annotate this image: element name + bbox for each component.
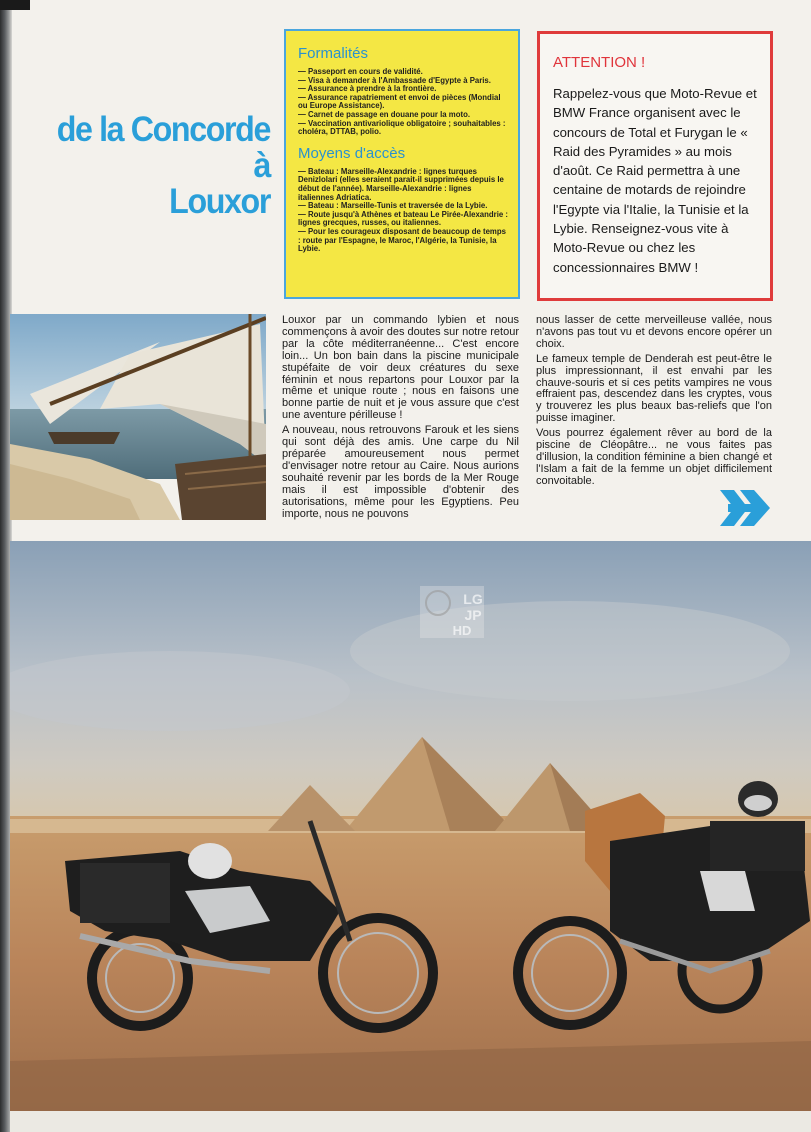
watermark-text: LG [463,591,483,607]
watermark-text: JP [464,607,482,623]
pyramids-motorcycles-photo [10,541,811,1111]
attention-heading: ATTENTION ! [553,54,646,71]
article-paragraph: nous lasser de cette merveilleuse vallée, nous n'avons pas tout vu et devons encore opérer un choix. [536,314,772,350]
formalites-heading: Formalités [298,45,369,62]
moyens-item: — Bateau : Marseille-Tunis et traversée de la Lybie. [298,201,488,211]
pyramids-illustration [10,541,811,1111]
title-line-2: à [253,146,270,185]
formalites-item: — Vaccination antivariolique obligatoire ; souhaitables : choléra, DTTAB, polio. [298,118,506,137]
article-paragraph: A nouveau, nous retrouvons Farouk et les siens qui sont déjà des amis. Une carpe du Nil préparée amoureusement nous permet d'envisager notre retour au Caire. Nous aurions souhaité revenir par les bords de la Mer Rouge mais il est impossible d'obtenir des autorisations, même pour les Egyptiens. Peu importe, nous ne pouvons [282,424,519,520]
formalites-item: — Assurance rapatriement et envoi de pièces (Mondial ou Europe Assistance). [298,92,501,111]
moyens-item: — Pour les courageux disposant de beaucoup de temps : route par l'Espagne, le Maroc, l'Algérie, la Tunisie, la Lybie. [298,226,506,254]
formalites-item: — Carnet de passage en douane pour la moto. [298,109,470,119]
attention-box [537,31,773,301]
watermark-text: HD [452,623,472,638]
title-line-3: Louxor [169,182,270,221]
page-corner [0,0,30,10]
felucca-photo [10,314,266,520]
moyens-item: — Route jusqu'à Athènes et bateau Le Pirée-Alexandrie : lignes grecques, russes, ou italiennes. [298,209,508,228]
title-line-1: de la Concorde [56,110,271,149]
article-column-1 [282,315,519,523]
article-column-2 [536,315,772,491]
moyens-item: — Bateau : Marseille-Alexandrie : lignes turques Denizlolari (elles seraient parait-il supprimées depuis le début de l'année). Marseille-Alexandrie : lignes italiennes Adriatica. [298,166,504,202]
formalites-item: — Passeport en cours de validité. [298,67,423,76]
moyens-heading: Moyens d'accès [298,144,406,162]
formalites-item: — Visa à demander à l'Ambassade d'Egypte à Paris. [298,75,491,85]
attention-text: Rappelez-vous que Moto-Revue et BMW France organisent avec le concours de Total et Furygan le « Raid des Pyramides » au mois d'août. Ce Raid permettra à une centaine de motards de rejoindre l'Egypte via l'Italie, la Tunisie et la Lybie. Renseignez-vous vite à Moto-Revue ou chez les concessionnaires BMW ! [553,86,757,275]
article-title [53,112,270,220]
article-paragraph: Le fameux temple de Denderah est peut-être le plus impressionnant, il est envahi par les chauve-souris et si ces petits vampires ne vous effraient pas, descendez dans les cryptes, vous y trouverez les plus beaux bas-reliefs que l'on puisse imaginer. [536,352,772,425]
page-bottom-margin [10,1111,811,1132]
article-paragraph: Louxor par un commando lybien et nous commençons à avoir des doutes sur notre retour par la côte méditerranéenne... C'est encore loin... Un bon bain dans la piscine municipale stupéfaite de voir deux créatures du sexe féminin et nous repartons pour Louxor par la même et unique route ; nous en faisons une bonne partie de nuit et je vous assure que c'est une aventure périlleuse ! [282,314,519,422]
formalites-item: — Assurance à prendre à la frontière. [298,84,437,94]
felucca-illustration [10,314,266,520]
formalites-box [284,29,520,299]
article-paragraph: Vous pourrez également rêver au bord de la piscine de Cléopâtre... ne vous faites pas d'illusion, la condition féminine a bien changé et l'Islam a fait de la femme un objet difficilement convoitable. [536,427,772,487]
continue-arrow-icon [718,488,772,528]
